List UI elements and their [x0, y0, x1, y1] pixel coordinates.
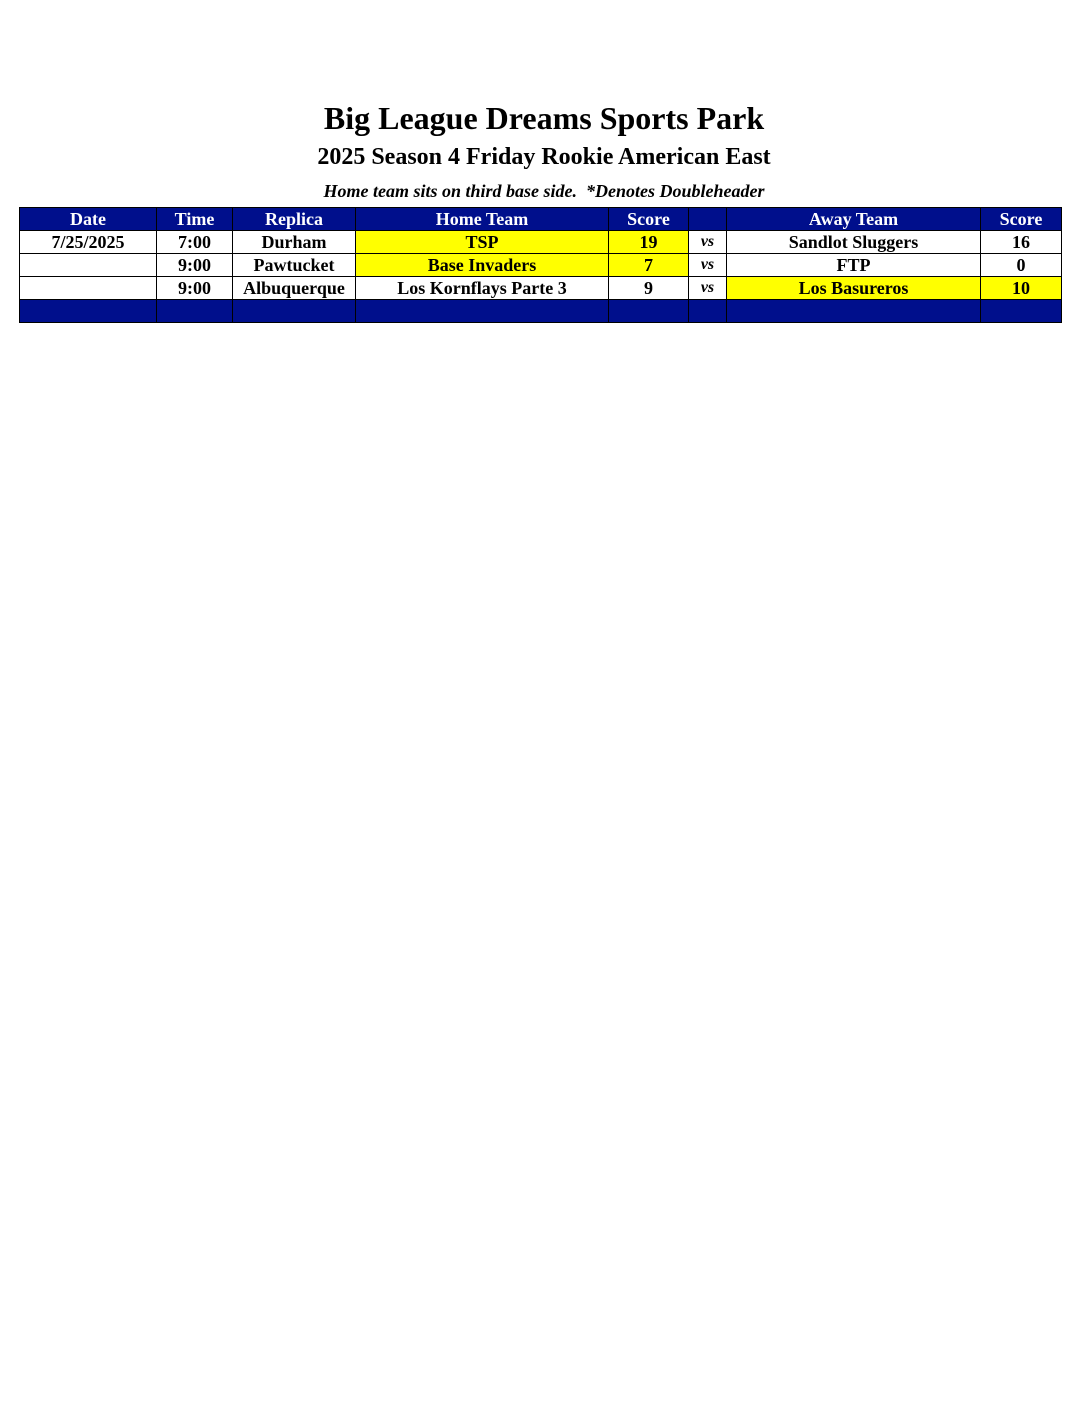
time-cell: 7:00	[157, 231, 233, 254]
away-team-cell: FTP	[727, 254, 981, 277]
vs-cell: vs	[689, 254, 727, 277]
table-row	[20, 277, 1062, 300]
schedule-table	[19, 207, 1062, 323]
home-team-cell: TSP	[356, 231, 609, 254]
vs-cell: vs	[689, 231, 727, 254]
table-row	[20, 231, 1062, 254]
vs-cell: vs	[689, 277, 727, 300]
column-header-replica: Replica	[233, 208, 356, 231]
home-team-cell: Base Invaders	[356, 254, 609, 277]
away-team-cell: Sandlot Sluggers	[727, 231, 981, 254]
home-score-cell: 9	[609, 277, 689, 300]
page-subtitle: 2025 Season 4 Friday Rookie American East	[317, 144, 771, 170]
home-score-cell: 19	[609, 231, 689, 254]
column-header-date: Date	[20, 208, 157, 231]
time-cell: 9:00	[157, 277, 233, 300]
away-score-cell: 0	[981, 254, 1062, 277]
replica-cell: Durham	[233, 231, 356, 254]
schedule-body	[20, 231, 1062, 323]
replica-cell: Pawtucket	[233, 254, 356, 277]
column-header-time: Time	[157, 208, 233, 231]
column-header-home-team: Home Team	[356, 208, 609, 231]
column-header-away-score: Score	[981, 208, 1062, 231]
date-cell	[20, 254, 157, 277]
column-header-home-score: Score	[609, 208, 689, 231]
home-team-cell: Los Kornflays Parte 3	[356, 277, 609, 300]
column-header-away-team: Away Team	[727, 208, 981, 231]
away-team-cell: Los Basureros	[727, 277, 981, 300]
home-score-cell: 7	[609, 254, 689, 277]
page-title: Big League Dreams Sports Park	[323, 100, 765, 136]
away-score-cell: 10	[981, 277, 1062, 300]
table-footer-bar	[20, 300, 1062, 323]
table-row	[20, 254, 1062, 277]
table-header-row	[20, 208, 1062, 231]
date-cell: 7/25/2025	[20, 231, 157, 254]
column-header-vs	[689, 208, 727, 231]
time-cell: 9:00	[157, 254, 233, 277]
schedule-note: Home team sits on third base side. *Denotes Doubleheader	[323, 181, 765, 201]
date-cell	[20, 277, 157, 300]
replica-cell: Albuquerque	[233, 277, 356, 300]
away-score-cell: 16	[981, 231, 1062, 254]
